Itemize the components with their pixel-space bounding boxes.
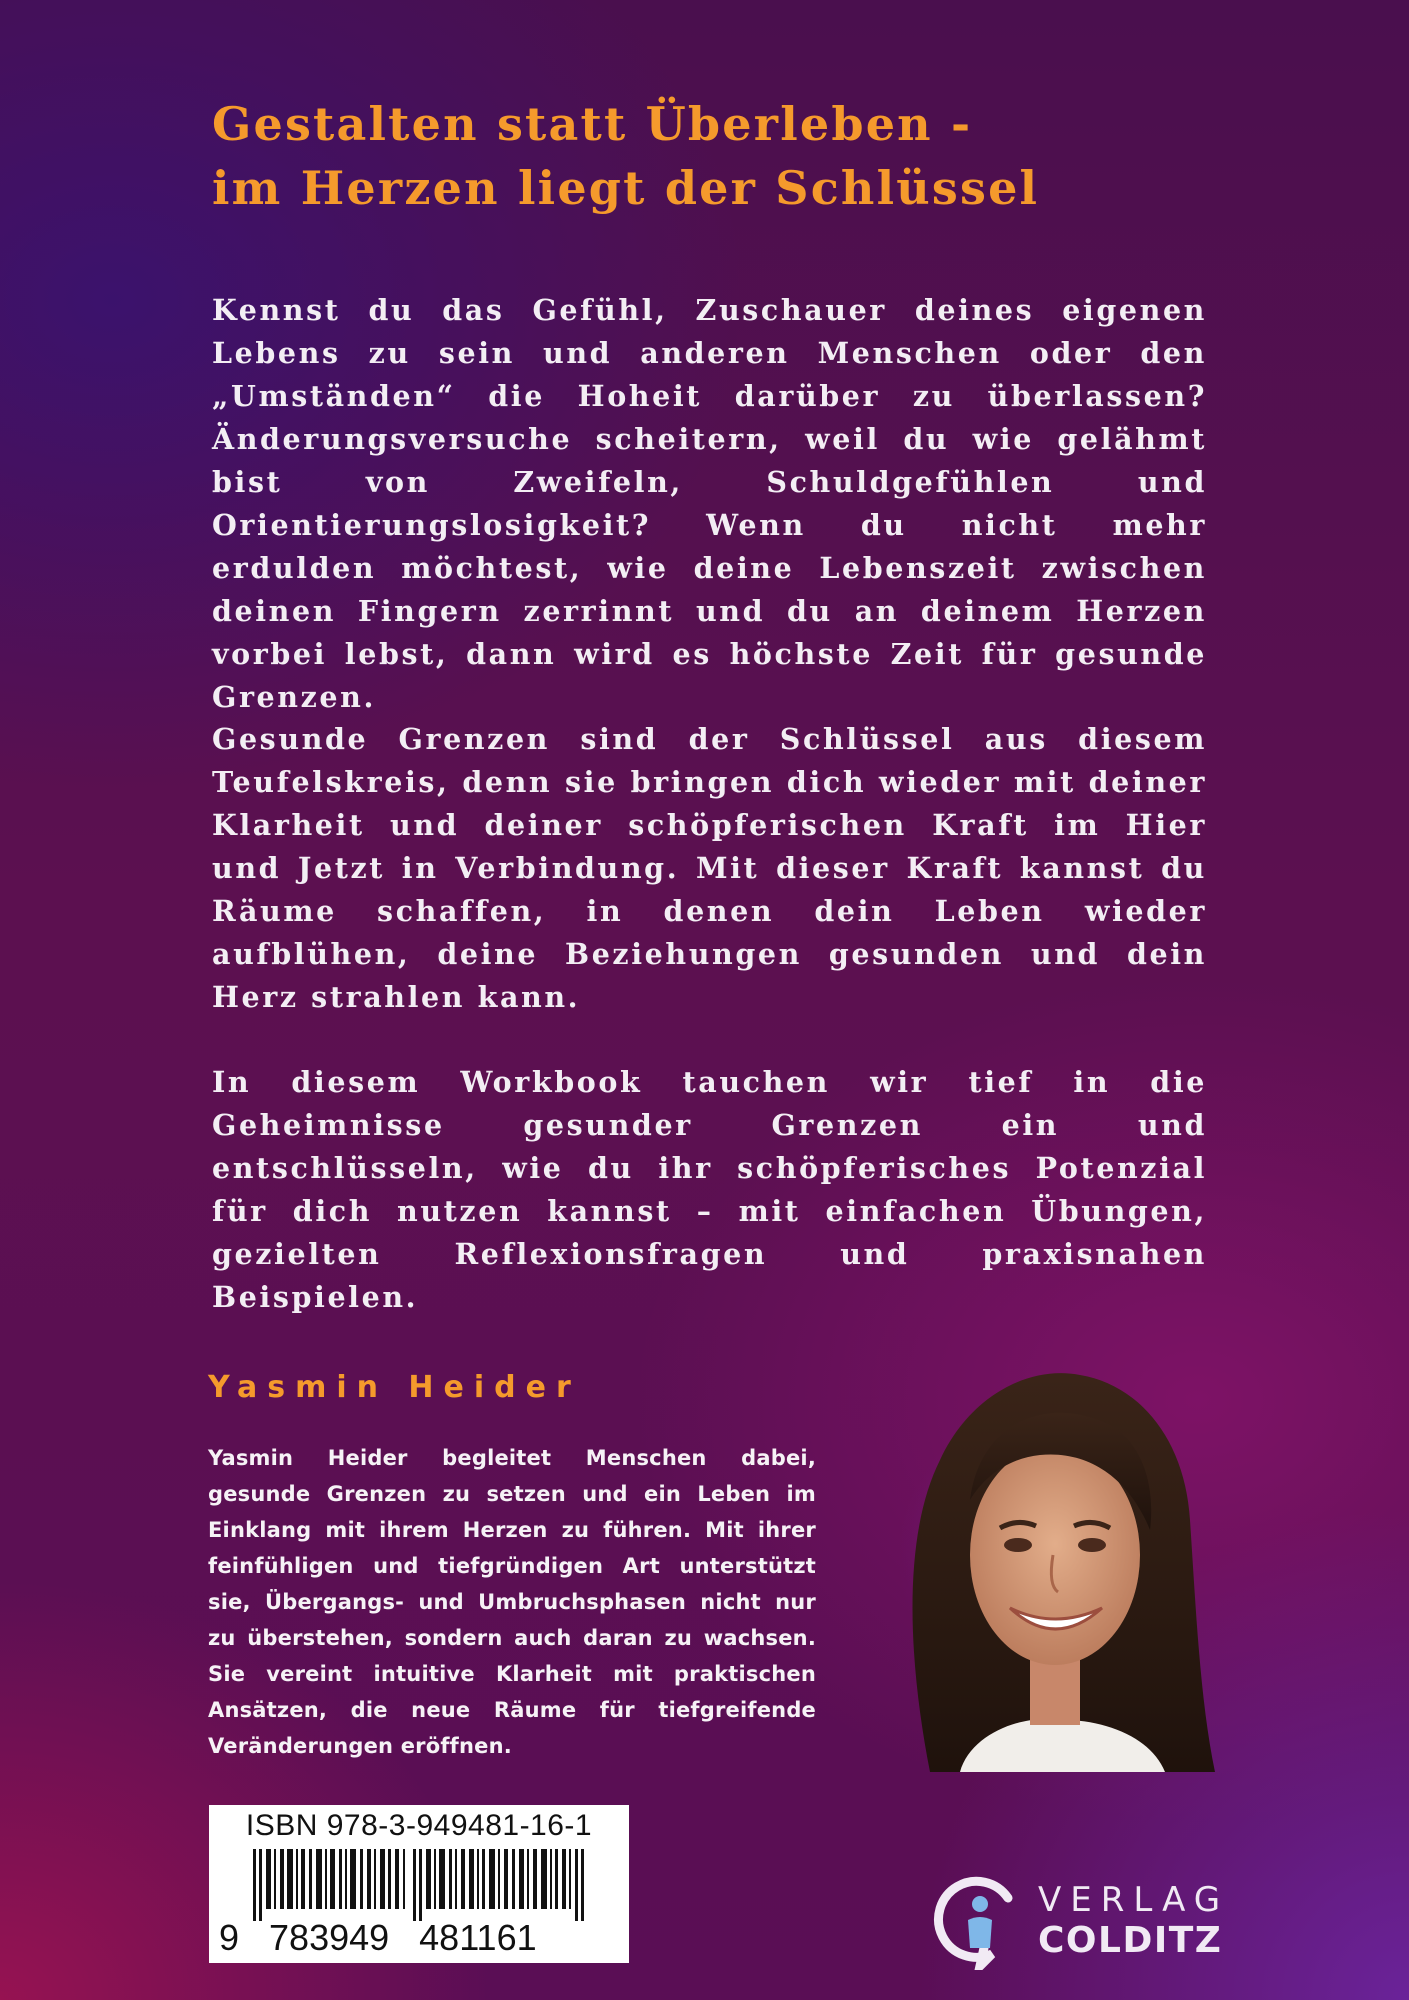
title-line-2: im Herzen liegt der Schlüssel — [212, 161, 1040, 215]
barcode-bars — [253, 1849, 593, 1921]
book-title — [212, 92, 1212, 220]
blurb-paragraph-2: Gesunde Grenzen sind der Schlüssel aus diesem Teufelskreis, denn sie bringen dich wieder mit deiner Klarheit und deiner schöpferischen Kraft im Hier und Jetzt in Verbindung. Mit dieser Kraft kannst du Räume schaffen, in denen dein Leben wieder aufblühen, deine Beziehungen gesunden und dein Herz strahlen kann. — [212, 722, 1207, 1014]
isbn-number: ISBN 978-3-949481-16-1 — [245, 1809, 593, 1842]
publisher-logo — [930, 1870, 1230, 1970]
publisher-word-colditz: COLDITZ — [1038, 1920, 1223, 1961]
blurb-paragraph-1: Kennst du das Gefühl, Zuschauer deines eigenen Lebens zu sein und anderen Menschen oder den „Umständen“ die Hoheit darüber zu überlassen? Änderungsversuche scheitern, weil du wie gelähmt bist von Zweifeln, Schuldgefühlen und Orientierungslosigkeit? Wenn du nicht mehr erdulden möchtest, wie deine Lebenszeit zwischen deinen Fingern zerrinnt und du an deinem Herzen vorbei lebst, dann wird es höchste Zeit für gesunde Grenzen. — [212, 293, 1207, 714]
author-name: Yasmin Heider — [208, 1370, 581, 1405]
publisher-word-verlag: VERLAG — [1038, 1880, 1230, 1920]
isbn-barcode — [209, 1805, 629, 1963]
ean-digits: 9 783949 481161 — [219, 1917, 537, 1958]
portrait-illustration — [870, 1340, 1225, 1772]
author-bio: Yasmin Heider begleitet Menschen dabei, gesunde Grenzen zu setzen und ein Leben im Einklang mit ihrem Herzen zu führen. Mit ihrer feinfühligen und tiefgründigen Art unterstützt sie, Übergangs- und Umbruchsphasen nicht nur zu überstehen, sondern auch daran zu wachsen. Sie vereint intuitive Klarheit mit praktischen Ansätzen, die neue Räume für tiefgreifende Veränderungen eröffnen. — [208, 1446, 816, 1758]
speech-bubble-icon — [930, 1870, 1030, 1970]
title-line-1: Gestalten statt Überleben - — [212, 97, 973, 151]
blurb-paragraph-3: In diesem Workbook tauchen wir tief in die Geheimnisse gesunder Grenzen ein und entschlüsseln, wie du ihr schöpferisches Potenzial für dich nutzen kannst – mit einfachen Übungen, gezielten Reflexionsfragen und praxisnahen Beispielen. — [212, 1065, 1207, 1314]
author-portrait — [870, 1340, 1225, 1772]
